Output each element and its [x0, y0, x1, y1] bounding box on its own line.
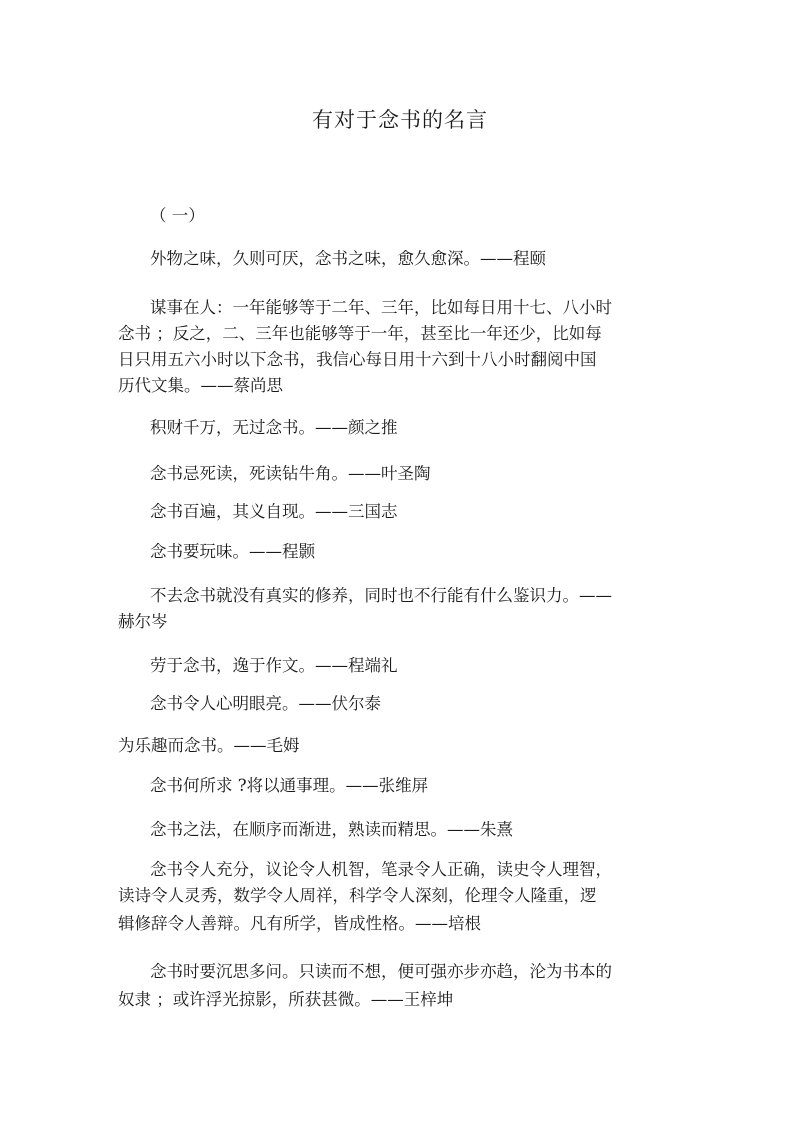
quote-line: 外物之味，久则可厌，念书之味，愈久愈深。——程颐 [150, 249, 546, 268]
quote-line: 赫尔岑 [118, 612, 168, 631]
quote-line: 念书之法，在顺序而渐进，熟读而精思。——朱熹 [150, 820, 513, 839]
quote-line: 劳于念书，逸于作文。——程端礼 [150, 656, 398, 675]
quote-line: 历代文集。——蔡尚思 [118, 376, 283, 395]
section-label: （ 一） [150, 206, 205, 225]
quote-line: 念书忌死读，死读钻牛角。——叶圣陶 [150, 464, 431, 483]
quote-line: 奴隶 ；或许浮光掠影，所获甚微。——王梓坤 [118, 990, 454, 1009]
quote-line: 念书令人心明眼亮。——伏尔泰 [150, 694, 381, 713]
quote-line: 念书百遍，其义自现。——三国志 [150, 502, 398, 521]
quote-line: 积财千万，无过念书。——颜之推 [150, 418, 398, 437]
quote-line: 日只用五六小时以下念书，我信心每日用十六到十八小时翻阅中国 [118, 350, 597, 369]
quote-line: 念书何所求 ?将以通事理。——张维屏 [150, 776, 429, 795]
quote-line: 为乐趣而念书。——毛姆 [118, 736, 300, 755]
quote-line: 念书 ；反之，二、三年也能够等于一年，甚至比一年还少，比如每 [118, 324, 602, 343]
quote-line: 念书时要沉思多问。只读而不想，便可强亦步亦趋，沦为书本的 [150, 962, 612, 981]
quote-line: 不去念书就没有真实的修养，同时也不行能有什么鉴识力。—— [150, 586, 612, 605]
quote-line: 读诗令人灵秀，数学令人周祥，科学令人深刻，伦理令人隆重，逻 [118, 886, 597, 905]
quote-line: 念书令人充分，议论令人机智，笔录令人正确，读史令人理智， [150, 860, 612, 879]
document-title: 有对于念书的名言 [312, 108, 488, 132]
quote-line: 谋事在人：一年能够等于二年、三年，比如每日用十七、八小时 [150, 298, 612, 317]
quote-line: 念书要玩味。——程颢 [150, 542, 315, 561]
quote-line: 辑修辞令人善辩。凡有所学，皆成性格。——培根 [118, 914, 481, 933]
